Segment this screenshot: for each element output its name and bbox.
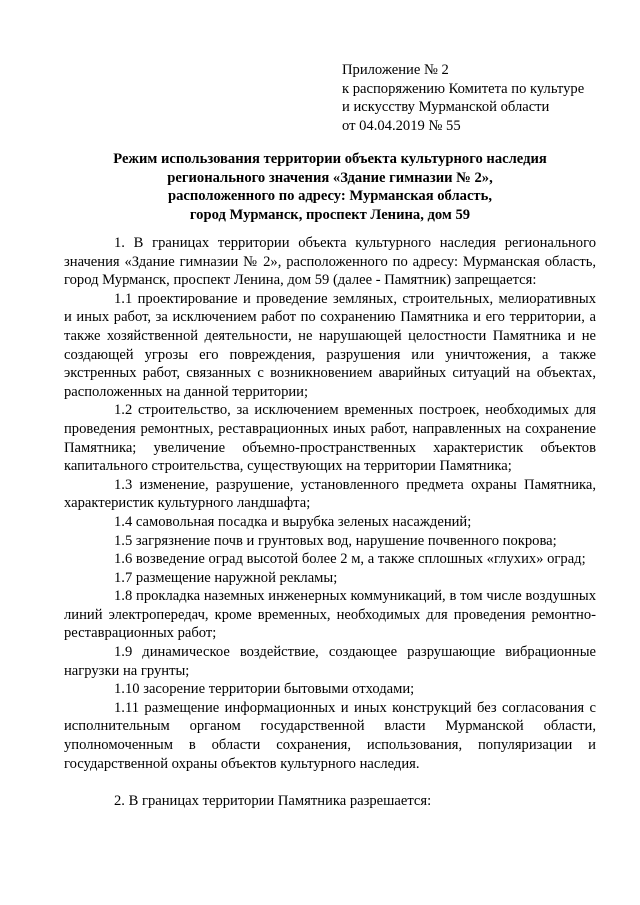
paragraph-1-6: 1.6 возведение оград высотой более 2 м, а также сплошных «глухих» оград; xyxy=(114,551,586,568)
paragraph-1-5: 1.5 загрязнение почв и грунтовых вод, нарушение почвенного покрова; xyxy=(114,532,557,549)
annex-number: Приложение № 2 xyxy=(342,62,449,78)
paragraph-1-1: 1.1 проектирование и проведение земляных, строительных, мелиоративных и иных работ, за исключением работ по сохранению Памятника и его территории, а также хозяйственной деятельности, не нарушающей целостности Памятника и не создающей угрозы его повреждения, разрушения или уничтожения, а также экстренных работ, связанных с возникновением аварийных ситуаций на объектах, расположенных на данной территории; xyxy=(64,290,596,400)
paragraph-1-3: 1.3 изменение, разрушение, установленного предмета охраны Памятника, характеристик культурного ландшафта; xyxy=(64,476,596,512)
title-line-2: регионального значения «Здание гимназии № 2», xyxy=(167,169,493,186)
paragraph-1-10: 1.10 засорение территории бытовыми отходами; xyxy=(114,681,415,698)
title-line-4: город Мурманск, проспект Ленина, дом 59 xyxy=(189,206,471,223)
annex-reference: к распоряжению Комитета по культуре xyxy=(342,80,585,97)
paragraph-1: 1. В границах территории объекта культурного наследия регионального значения «Здание гимназии № 2», расположенного по адресу: Мурманская область, город Мурманск, проспект Ленина, дом 59 (далее - Памятник) запрещается: xyxy=(64,235,596,289)
document-title xyxy=(60,150,600,224)
paragraph-1-9: 1.9 динамическое воздействие, создающее разрушающие вибрационные нагрузки на грунты; xyxy=(64,644,596,679)
title-line-3: расположенного по адресу: Мурманская область, xyxy=(168,188,492,205)
annex-reference-cont: и искусству Мурманской области xyxy=(342,99,550,116)
paragraph-2: 2. В границах территории Памятника разрешается: xyxy=(114,792,432,809)
paragraph-1-7: 1.7 размещение наружной рекламы; xyxy=(114,569,338,586)
paragraph-1-4: 1.4 самовольная посадка и вырубка зеленых насаждений; xyxy=(114,513,472,530)
title-line-1: Режим использования территории объекта культурного наследия xyxy=(113,151,547,167)
paragraph-1-11: 1.11 размещение информационных и иных конструкций без согласования с исполнительным органом государственной власти Мурманской области, уполномоченным в области сохранения, использования, популяризации и государственной охраны объектов культурного наследия. xyxy=(64,699,596,772)
paragraph-1-8: 1.8 прокладка наземных инженерных коммуникаций, в том числе воздушных линий электропередач, кроме временных, необходимых для проведения ремонтно-реставрационных работ; xyxy=(64,588,596,642)
annex-date: от 04.04.2019 № 55 xyxy=(342,117,461,134)
document-body xyxy=(64,234,596,810)
annex-header xyxy=(342,61,612,135)
paragraph-1-2: 1.2 строительство, за исключением временных построек, необходимых для проведения ремонтных, реставрационных иных работ, направленных на сохранение Памятника; увеличение объемно-пространственных характеристик объектов капитального строительства, существующих на территории Памятника; xyxy=(64,402,596,475)
